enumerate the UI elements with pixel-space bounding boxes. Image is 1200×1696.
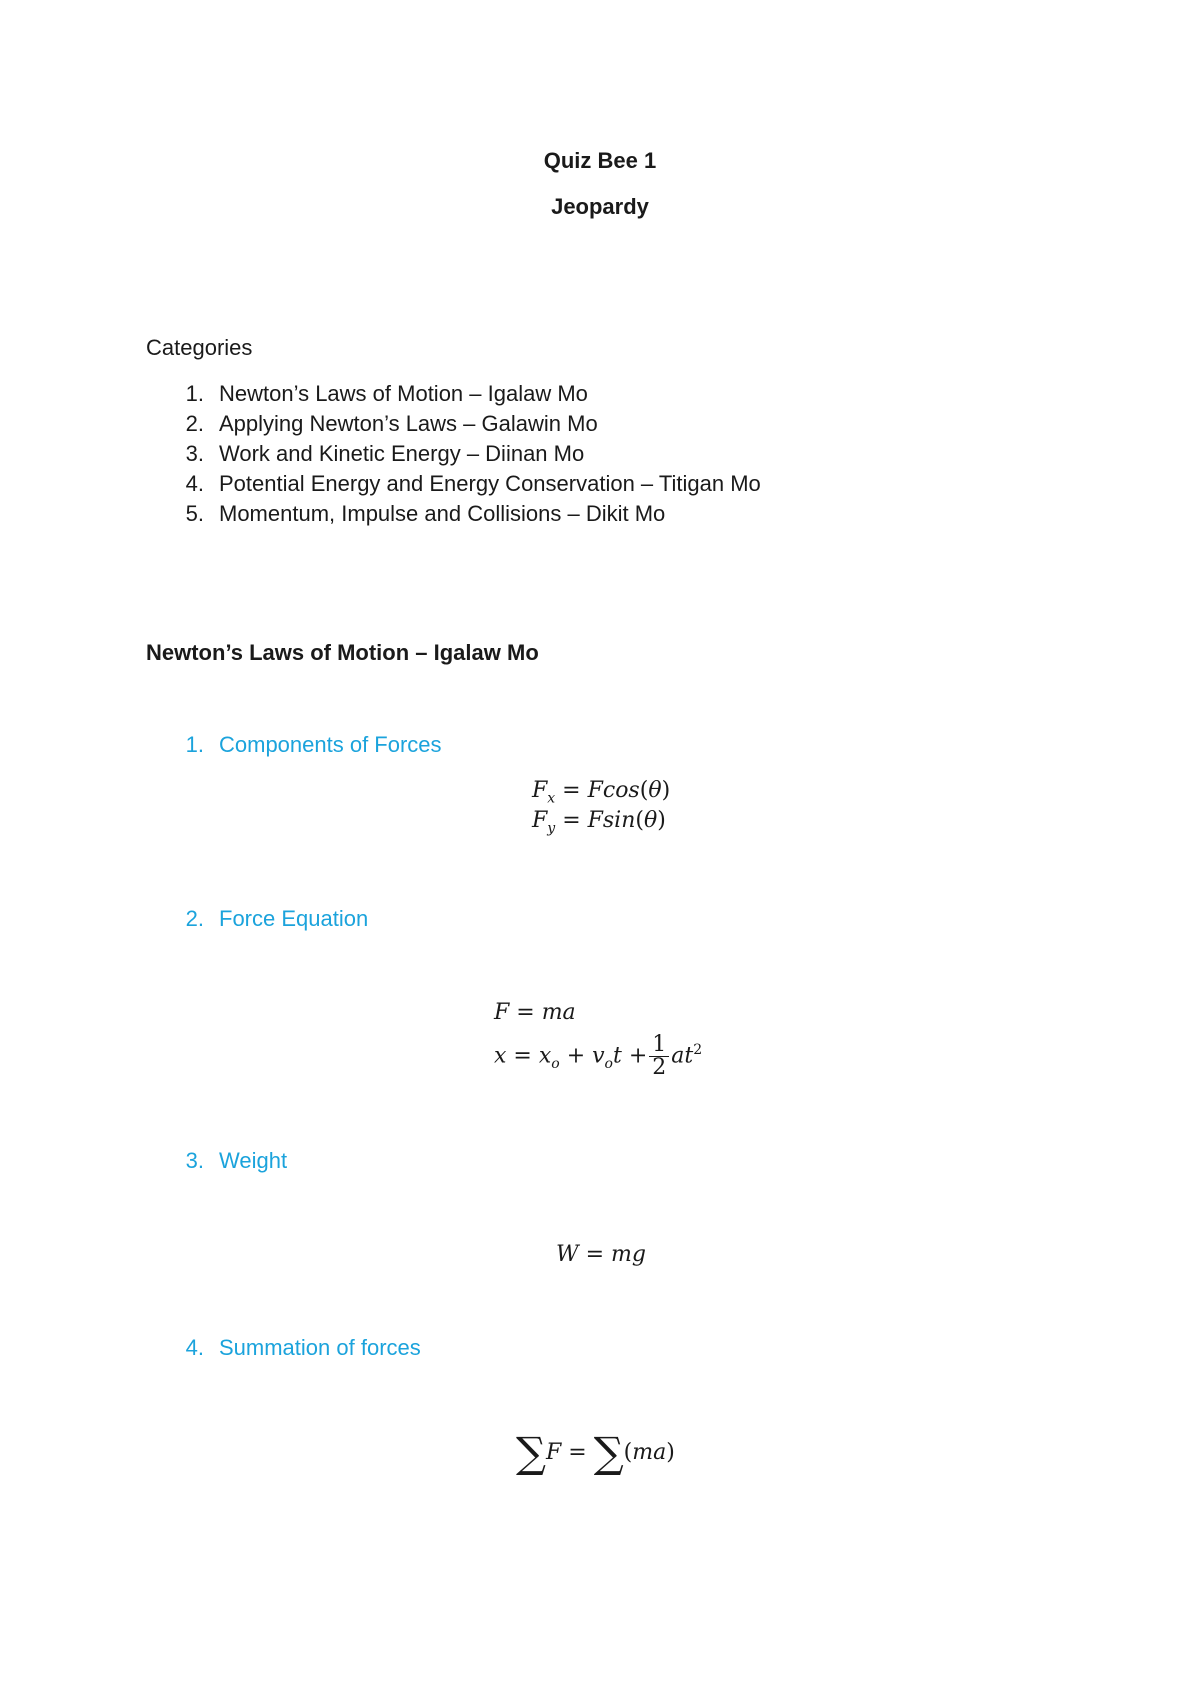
sigma-symbol: ∑ [516, 1428, 546, 1477]
list-item-label: Potential Energy and Energy Conservation – Titigan Mo [219, 471, 761, 496]
categories-heading: Categories [146, 335, 253, 360]
list-item-number: 1. [185, 381, 204, 406]
fraction-one-half: $\frac{1}{2}$ [649, 1034, 669, 1079]
equation-weight: W = mg [556, 1242, 646, 1267]
list-item-label: Momentum, Impulse and Collisions – Dikit Mo [219, 501, 666, 526]
document-title: Quiz Bee 1 [543, 148, 657, 173]
sigma-symbol: ∑ [593, 1428, 624, 1477]
section-heading: Newton’s Laws of Motion – Igalaw Mo [146, 640, 539, 665]
list-item-number: 3. [185, 441, 204, 466]
list-item-number: 5. [185, 501, 204, 526]
document-subtitle: Jeopardy [551, 194, 649, 219]
list-item-number: 2. [185, 411, 204, 436]
equation-kinematics: $x = x_o + v_ot$ + $\frac{1}{2}$ $at^2$ [494, 1032, 703, 1080]
list-item-label: Newton’s Laws of Motion – Igalaw Mo [219, 381, 588, 406]
equation-fx: $F_x = Fcos(\theta)$ [532, 778, 671, 807]
topic-label: Weight [219, 1148, 288, 1173]
list-item-label: Applying Newton’s Laws – Galawin Mo [219, 411, 598, 436]
topic-number: 3. [185, 1148, 204, 1173]
topic-number: 2. [185, 906, 204, 931]
topic-number: 1. [185, 732, 204, 757]
topic-number: 4. [185, 1335, 204, 1360]
list-item-label: Work and Kinetic Energy – Diinan Mo [219, 441, 585, 466]
equation-fy: $F_y = Fsin(\theta)$ [532, 808, 666, 837]
topic-label: Components of Forces [219, 732, 442, 757]
topic-label: Summation of forces [219, 1335, 421, 1360]
equation-f-ma: F = ma [494, 1000, 576, 1025]
equation-summation: ∑F = ∑(ma) [516, 1428, 675, 1477]
list-item-number: 4. [185, 471, 204, 496]
topic-label: Force Equation [219, 906, 369, 931]
